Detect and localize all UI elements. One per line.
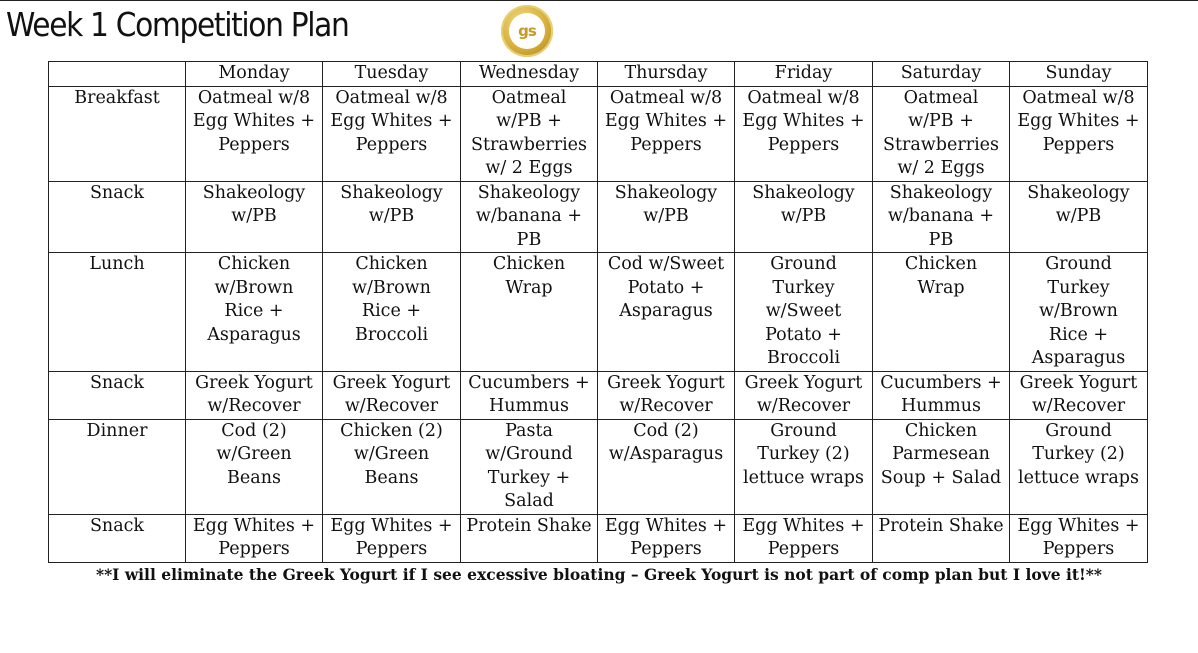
meal-cell-line: Wrap — [917, 277, 965, 298]
meal-row — [49, 514, 1148, 562]
meal-cell-line: Shakeology — [1027, 182, 1130, 203]
meal-cell — [186, 371, 323, 419]
meal-cell-line: Hummus — [489, 396, 569, 416]
meal-plan-table — [48, 61, 1148, 563]
meal-cell — [873, 419, 1010, 514]
meal-cell-line: Peppers — [1042, 539, 1115, 559]
page-title: Week 1 Competition Plan — [6, 5, 349, 44]
day-header-monday: Monday — [186, 62, 323, 87]
meal-cell-line: Shakeology — [752, 182, 855, 203]
meal-cell-line: Salad — [504, 491, 554, 511]
meal-cell-line: Egg Whites + — [192, 111, 316, 131]
meal-cell-line: Shakeology — [202, 182, 306, 203]
meal-cell-line: Egg Whites + — [604, 111, 728, 131]
meal-cell-line: Chicken — [355, 254, 428, 274]
meal-cell-line: w/PB + — [496, 111, 562, 131]
meal-cell-line: Greek Yogurt — [195, 372, 313, 393]
meal-cell-line: Asparagus — [1031, 348, 1126, 368]
meal-cell-line: Asparagus — [619, 301, 713, 321]
meal-cell-line: w/banana + — [475, 206, 583, 226]
meal-cell — [598, 514, 735, 562]
meal-cell-line: Parmesean — [892, 444, 990, 464]
meal-cell-line: w/Brown — [214, 277, 294, 298]
meal-cell-line: Egg Whites + — [604, 515, 728, 536]
meal-cell-line: Oatmeal — [491, 87, 567, 108]
meal-cell-line: Chicken — [217, 254, 291, 274]
day-header-tuesday: Tuesday — [323, 62, 461, 87]
day-header-thursday: Thursday — [598, 62, 735, 87]
meal-cell-line: Shakeology — [889, 182, 993, 203]
meal-cell — [873, 181, 1010, 253]
meal-cell-line: Egg Whites + — [1017, 515, 1140, 536]
meal-cell-line: Turkey (2) — [1032, 444, 1125, 464]
meal-cell-line: Greek Yogurt — [744, 372, 863, 393]
meal-cell-line: Oatmeal w/8 — [335, 87, 448, 108]
day-header-friday: Friday — [735, 62, 873, 87]
meal-cell-line: w/Brown — [1039, 301, 1118, 321]
meal-cell — [1010, 419, 1148, 514]
meal-cell — [323, 253, 461, 372]
meal-cell — [1010, 181, 1148, 253]
meal-cell-line: Pasta — [505, 420, 553, 441]
meal-cell-line: Beans — [227, 467, 281, 488]
top-rule — [0, 0, 1198, 1]
meal-cell-line: PB — [516, 229, 542, 250]
meal-cell — [598, 253, 735, 372]
meal-cell-line: Oatmeal w/8 — [197, 87, 311, 108]
meal-cell — [186, 419, 323, 514]
meal-cell — [735, 419, 873, 514]
meal-row — [49, 419, 1148, 514]
meal-cell — [1010, 514, 1148, 562]
meal-row — [49, 86, 1148, 181]
meal-cell-line: Turkey (2) — [757, 444, 850, 464]
meal-cell-line: Egg Whites + — [742, 111, 865, 131]
meal-cell-line: Shakeology — [340, 182, 443, 203]
footnote: **I will eliminate the Greek Yogurt if I see excessive bloating – Greek Yogurt is not part of comp plan but I love it!** — [95, 565, 1103, 584]
meal-cell-line: Wrap — [505, 277, 553, 298]
meal-cell — [186, 253, 323, 372]
meal-cell — [323, 419, 461, 514]
meal-label: Snack — [49, 371, 186, 419]
meal-cell-line: Cod (2) — [221, 420, 287, 441]
meal-cell-line: w/Green — [353, 444, 430, 464]
meal-cell — [323, 86, 461, 181]
logo-text: gs — [509, 13, 545, 49]
meal-cell — [735, 371, 873, 419]
meal-cell-line: w/ 2 Eggs — [485, 158, 573, 178]
meal-cell-line: w/Green — [216, 444, 292, 464]
meal-cell-line: w/PB — [368, 206, 415, 226]
meal-cell — [735, 181, 873, 253]
meal-cell-line: Protein Shake — [878, 515, 1004, 536]
meal-cell — [598, 371, 735, 419]
meal-cell-line: Greek Yogurt — [1019, 372, 1138, 393]
meal-cell-line: w/Asparagus — [608, 444, 724, 464]
meal-cell-line: Peppers — [355, 539, 428, 559]
meal-cell — [873, 514, 1010, 562]
meal-cell-line: Cucumbers + — [880, 372, 1002, 393]
meal-label: Lunch — [49, 253, 186, 372]
meal-cell-line: Protein Shake — [466, 515, 592, 536]
corner-cell — [49, 62, 186, 87]
meal-cell-line: Cucumbers + — [468, 372, 590, 393]
meal-cell — [323, 514, 461, 562]
meal-cell — [1010, 86, 1148, 181]
meal-cell — [461, 371, 598, 419]
day-header-sunday: Sunday — [1010, 62, 1148, 87]
header-row — [49, 62, 1148, 87]
day-header-wednesday: Wednesday — [461, 62, 598, 87]
meal-cell — [735, 86, 873, 181]
meal-cell-line: Egg Whites + — [742, 515, 865, 536]
meal-cell-line: w/banana + — [887, 206, 995, 226]
meal-cell-line: Rice + — [224, 301, 284, 321]
meal-cell-line: Peppers — [355, 134, 428, 155]
meal-cell-line: w/Recover — [619, 396, 713, 416]
meal-cell-line: w/Recover — [756, 396, 851, 416]
meal-cell-line: Beans — [364, 467, 419, 488]
meal-cell — [598, 86, 735, 181]
meal-cell-line: Shakeology — [614, 182, 718, 203]
meal-cell-line: lettuce wraps — [1018, 467, 1139, 488]
meal-cell-line: Cod w/Sweet — [607, 254, 725, 274]
meal-cell — [735, 253, 873, 372]
meal-cell — [598, 181, 735, 253]
meal-cell-line: w/PB — [1055, 206, 1102, 226]
meal-cell-line: Turkey — [1047, 277, 1110, 298]
meal-cell-line: Greek Yogurt — [607, 372, 725, 393]
meal-cell-line: Oatmeal w/8 — [747, 87, 860, 108]
meal-cell — [873, 253, 1010, 372]
meal-cell — [1010, 253, 1148, 372]
meal-cell-line: Oatmeal — [903, 87, 979, 108]
meal-row — [49, 181, 1148, 253]
meal-row — [49, 253, 1148, 372]
meal-cell-line: Shakeology — [477, 182, 581, 203]
meal-cell-line: Broccoli — [766, 348, 841, 368]
meal-cell — [735, 514, 873, 562]
meal-cell-line: Cod (2) — [633, 420, 699, 441]
meal-cell-line: w/Sweet — [765, 301, 842, 321]
gs-gold-logo-icon — [501, 5, 553, 57]
meal-cell-line: Chicken — [904, 254, 978, 274]
meal-cell-line: Chicken — [492, 254, 566, 274]
meal-cell-line: Peppers — [218, 134, 290, 155]
meal-cell-line: Chicken — [904, 420, 978, 441]
meal-cell-line: Soup + Salad — [880, 467, 1002, 488]
meal-cell — [461, 181, 598, 253]
meal-cell — [461, 86, 598, 181]
meal-cell-line: Egg Whites + — [330, 515, 453, 536]
meal-cell-line: w/PB — [231, 206, 277, 226]
meal-cell-line: Broccoli — [354, 324, 429, 345]
meal-cell-line: Peppers — [630, 134, 702, 155]
meal-cell-line: Ground — [1045, 420, 1112, 441]
meal-cell-line: Chicken (2) — [340, 420, 443, 441]
meal-label: Snack — [49, 514, 186, 562]
meal-cell-line: Egg Whites + — [330, 111, 453, 131]
meal-cell-line: Rice + — [361, 301, 422, 321]
meal-cell-line: Peppers — [767, 134, 840, 155]
meal-cell-line: Turkey + — [487, 467, 571, 488]
meal-cell-line: Egg Whites + — [192, 515, 316, 536]
meal-cell-line: w/Recover — [1031, 396, 1126, 416]
meal-cell — [461, 419, 598, 514]
meal-cell-line: Oatmeal w/8 — [1022, 87, 1135, 108]
meal-label: Dinner — [49, 419, 186, 514]
meal-cell-line: Strawberries — [882, 134, 1000, 155]
meal-cell — [186, 86, 323, 181]
meal-row — [49, 371, 1148, 419]
meal-cell — [186, 514, 323, 562]
meal-label: Breakfast — [49, 86, 186, 181]
meal-cell — [461, 514, 598, 562]
meal-cell-line: Peppers — [1042, 134, 1115, 155]
meal-cell-line: PB — [928, 229, 954, 250]
meal-cell-line: Potato + — [765, 324, 842, 345]
meal-cell-line: w/Recover — [344, 396, 439, 416]
meal-cell-line: Turkey — [772, 277, 835, 298]
meal-cell-line: Ground — [1045, 254, 1112, 274]
meal-cell — [598, 419, 735, 514]
meal-cell-line: w/Recover — [207, 396, 301, 416]
meal-cell-line: Oatmeal w/8 — [609, 87, 723, 108]
meal-cell-line: lettuce wraps — [743, 467, 864, 488]
day-header-saturday: Saturday — [873, 62, 1010, 87]
meal-cell-line: Greek Yogurt — [332, 372, 451, 393]
meal-cell — [323, 371, 461, 419]
meal-cell-line: w/PB — [780, 206, 827, 226]
meal-cell-line: Hummus — [901, 396, 981, 416]
meal-rows — [49, 86, 1148, 562]
meal-cell — [1010, 371, 1148, 419]
meal-cell-line: Asparagus — [207, 324, 301, 345]
meal-cell — [873, 86, 1010, 181]
meal-cell-line: w/PB — [643, 206, 689, 226]
meal-cell — [873, 371, 1010, 419]
meal-label: Snack — [49, 181, 186, 253]
meal-cell-line: w/Brown — [352, 277, 431, 298]
meal-cell-line: w/PB + — [908, 111, 974, 131]
meal-cell-line: Peppers — [218, 539, 290, 559]
meal-cell-line: Rice + — [1048, 324, 1109, 345]
meal-cell-line: Strawberries — [470, 134, 588, 155]
meal-cell-line: Egg Whites + — [1017, 111, 1140, 131]
meal-cell — [461, 253, 598, 372]
meal-cell — [323, 181, 461, 253]
meal-cell — [186, 181, 323, 253]
meal-cell-line: Peppers — [630, 539, 702, 559]
meal-cell-line: w/ 2 Eggs — [897, 158, 985, 178]
meal-cell-line: w/Ground — [485, 444, 573, 464]
meal-cell-line: Potato + — [627, 277, 705, 298]
meal-cell-line: Peppers — [767, 539, 840, 559]
meal-cell-line: Ground — [770, 254, 837, 274]
meal-cell-line: Ground — [770, 420, 837, 441]
